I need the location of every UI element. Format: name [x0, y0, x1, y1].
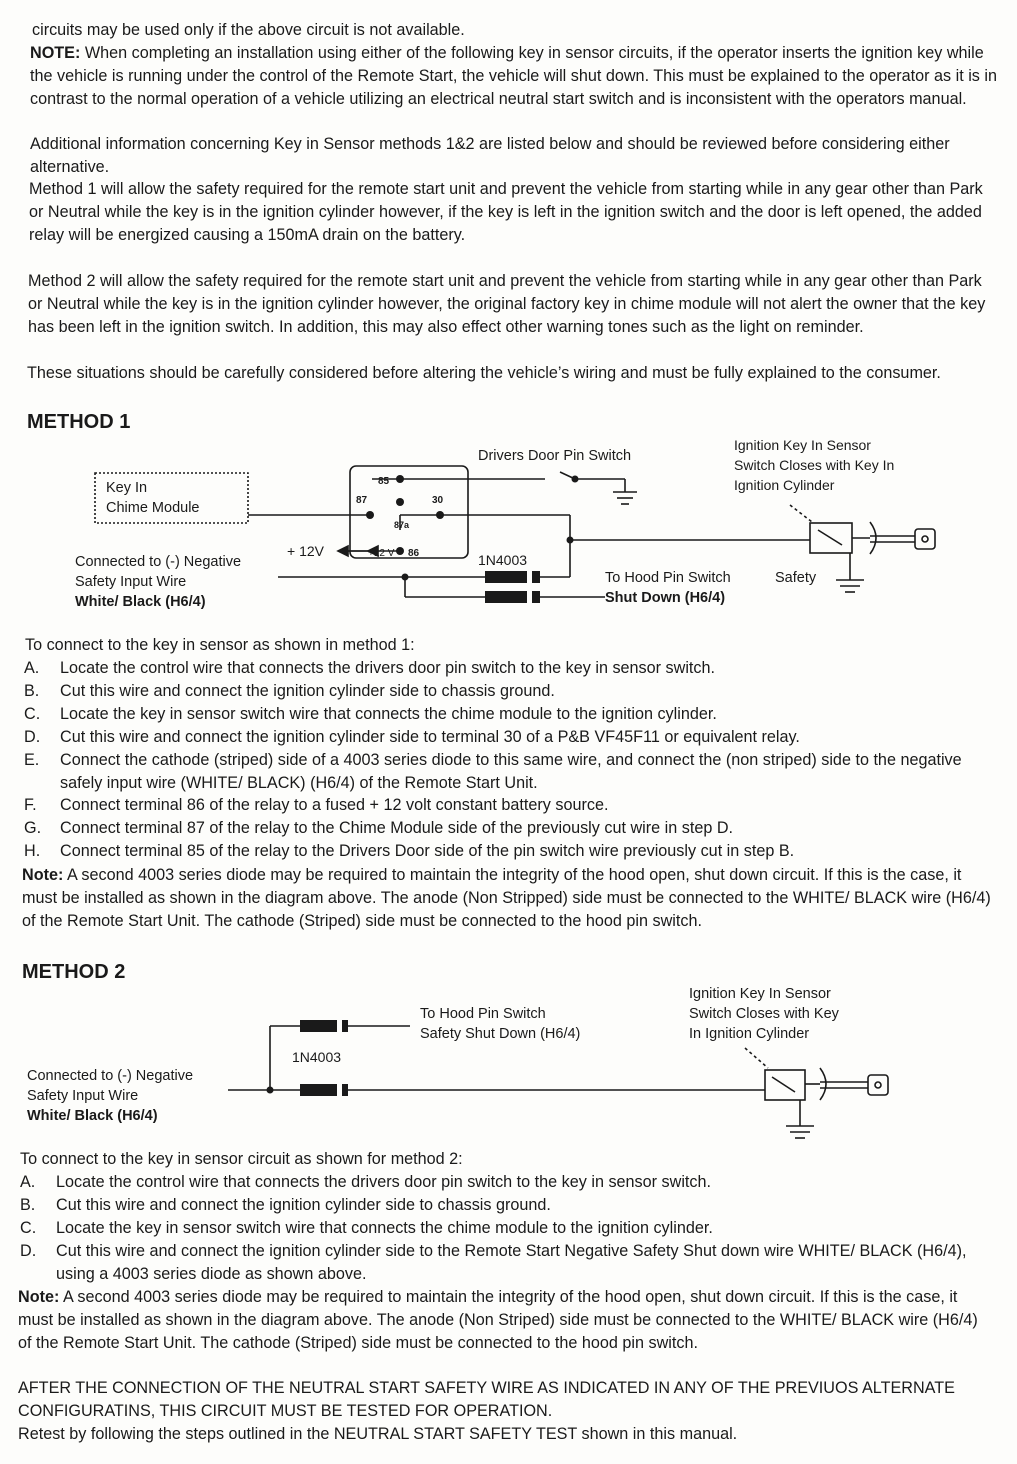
step-item	[20, 1171, 992, 1194]
m2-neg-label-2: Safety Input Wire	[27, 1088, 139, 1104]
step-item	[24, 726, 996, 749]
relay-pin-87: 87	[356, 495, 368, 506]
step-text: Cut this wire and connect the ignition cylinder side to terminal 30 of a P&B VF45F11 or equivalent relay.	[60, 727, 800, 746]
method2-steps	[20, 1171, 992, 1286]
hood-label-2: Shut Down (H6/4)	[605, 590, 726, 606]
method2-heading: METHOD 2	[22, 961, 126, 983]
method1-intro: To connect to the key in sensor as shown in method 1:	[25, 636, 415, 654]
m2-hood-label-2: Safety Shut Down (H6/4)	[420, 1026, 581, 1042]
plus-12v-outer: + 12V	[287, 543, 324, 559]
method2-note	[18, 1286, 993, 1355]
note-paragraph	[30, 42, 1002, 111]
step-text: Connect terminal 86 of the relay to a fused + 12 volt constant battery source.	[60, 796, 609, 815]
note-label: NOTE:	[30, 44, 81, 62]
method1-heading: METHOD 1	[27, 411, 131, 433]
step-text: Connect terminal 87 of the relay to the Chime Module side of the previously cut wire in step D.	[60, 819, 734, 838]
step-item	[24, 794, 996, 817]
step-letter: B.	[20, 1195, 36, 1214]
hood-label-1: To Hood Pin Switch	[605, 570, 731, 586]
continued-line: circuits may be used only if the above circuit is not available.	[32, 21, 465, 39]
chime-label-1: Key In	[106, 480, 148, 496]
step-text: Locate the key in sensor switch wire that connects the chime module to the ignition cylinder.	[56, 1218, 713, 1237]
step-letter: A.	[20, 1173, 36, 1191]
step-item	[24, 703, 996, 726]
m2-neg-label-3: White/ Black (H6/4)	[27, 1108, 158, 1124]
step-text: Cut this wire and connect the ignition cylinder side to chassis ground.	[60, 681, 555, 700]
note-text: When completing an installation using either of the following key in sensor circuits, if the operator inserts the ignition key while the vehicle is running under the control of the Remote Start, the vehicle will shut down. This must be explained to the operator as it is in contrast to the normal operation of a vehicle utilizing an electrical neutral start switch and is inconsistent with the operators manual.	[30, 44, 997, 108]
ign-sensor-label-1: Ignition Key In Sensor	[734, 437, 871, 453]
closing-caps: AFTER THE CONNECTION OF THE NEUTRAL START SAFETY WIRE AS INDICATED IN ANY OF THE PREVIUOS ALTERNATE CONFIGURATINS, THIS CIRCUIT MUST BE TESTED FOR OPERATION.	[18, 1379, 955, 1420]
door-switch-label: Drivers Door Pin Switch	[478, 448, 632, 464]
method2-intro: To connect to the key in sensor circuit as shown for method 2:	[20, 1150, 463, 1168]
m2-ign-label-2: Switch Closes with Key	[689, 1006, 839, 1022]
step-item	[20, 1194, 992, 1217]
method2-note-label: Note:	[18, 1288, 60, 1306]
neg-label-2: Safety Input Wire	[75, 574, 187, 590]
step-text: Cut this wire and connect the ignition cylinder side to chassis ground.	[56, 1195, 551, 1214]
m2-neg-label-1: Connected to (-) Negative	[27, 1068, 194, 1084]
method2-note-text: A second 4003 series diode may be required to maintain the integrity of the hood open, shut down circuit. If this is the case, it must be installed as shown in the diagram above. The anode (Non Striped) side must be connected to the WHITE/ BLACK wire (H6/4) of the Remote Start Unit. The cathode (Striped) side must be connected to the hood pin switch.	[18, 1288, 978, 1352]
m2-ign-label-1: Ignition Key In Sensor	[689, 986, 831, 1002]
relay-pin-85: 85	[378, 476, 390, 487]
ign-sensor-label-3: Ignition Cylinder	[734, 477, 835, 493]
step-item	[24, 680, 996, 703]
step-text: Locate the control wire that connects the drivers door pin switch to the key in sensor switch.	[60, 659, 716, 677]
method1-note-text: A second 4003 series diode may be required to maintain the integrity of the hood open, shut down circuit. If this is the case, it must be installed as shown in the diagram above. The anode (Non Stripped) side must be connected to the WHITE/ BLACK wire (H6/4) of the Remote Start Unit. The cathode (Striped) side must be connected to the hood pin switch.	[22, 866, 991, 930]
step-text: Connect the cathode (striped) side of a 4003 series diode to this same wire, and connect the (non striped) side to the negative safely input wire (WHITE/ BLACK) (H6/4) of the Remote Start Unit.	[60, 750, 962, 792]
chime-label-2: Chime Module	[106, 500, 200, 516]
method1-steps	[24, 657, 996, 863]
method1-description: Method 1 will allow the safety required for the remote start unit and prevent the vehicle from starting while in any gear other than Park or Neutral while the key is in the ignition cylinder however, if the key is left in the ignition switch and the door is left opened, the added relay will be energized causing a 150mA drain on the battery.	[29, 180, 983, 244]
step-letter: B.	[24, 681, 40, 700]
method1-note	[22, 864, 994, 933]
step-letter: D.	[24, 727, 41, 746]
relay-pin-30: 30	[432, 495, 444, 506]
neg-label-3: White/ Black (H6/4)	[75, 594, 206, 610]
step-letter: G.	[24, 819, 42, 838]
neg-label-1: Connected to (-) Negative	[75, 554, 242, 570]
closing-retest: Retest by following the steps outlined in the NEUTRAL START SAFETY TEST shown in this manual.	[18, 1425, 738, 1443]
m2-ign-label-3: In Ignition Cylinder	[689, 1026, 810, 1042]
step-item	[24, 817, 996, 840]
step-text: Locate the key in sensor switch wire that connects the chime module to the ignition cylinder.	[60, 704, 717, 723]
step-item	[24, 749, 996, 795]
step-letter: H.	[24, 842, 41, 861]
step-text: Connect terminal 85 of the relay to the Drivers Door side of the pin switch wire previously cut in step B.	[60, 842, 795, 861]
relay-pin-86: 86	[408, 548, 420, 559]
method1-note-label: Note:	[22, 866, 64, 884]
step-text: Cut this wire and connect the ignition cylinder side to the Remote Start Negative Safety Shut down wire WHITE/ BLACK (H6/4), using a 4003 series diode as shown above.	[56, 1241, 967, 1283]
step-letter: A.	[24, 659, 40, 677]
relay-pin-87a: 87a	[394, 520, 410, 530]
ign-sensor-label-2: Switch Closes with Key In	[734, 457, 895, 473]
step-item	[24, 840, 996, 863]
method2-wiring-diagram	[0, 978, 1017, 1148]
step-item	[20, 1217, 992, 1240]
m2-hood-label-1: To Hood Pin Switch	[420, 1006, 546, 1022]
situations-paragraph: These situations should be carefully considered before altering the vehicle’s wiring and must be fully explained to the consumer.	[27, 364, 941, 382]
step-letter: C.	[24, 704, 41, 723]
method1-wiring-diagram	[0, 430, 1017, 620]
step-text: Locate the control wire that connects the drivers door pin switch to the key in sensor switch.	[56, 1173, 712, 1191]
m2-diode-label: 1N4003	[292, 1049, 342, 1065]
additional-info: Additional information concerning Key in Sensor methods 1&2 are listed below and should be reviewed before considering either alternative.	[30, 135, 950, 176]
safety-label: Safety	[775, 570, 817, 586]
step-letter: F.	[24, 796, 37, 815]
step-letter: D.	[20, 1241, 37, 1260]
step-letter: C.	[20, 1218, 37, 1237]
method2-description: Method 2 will allow the safety required for the remote start unit and prevent the vehicle from starting while in any gear other than Park or Neutral while the key is in the ignition cylinder however, the original factory key in chime module will not alert the owner that the key has been left in the ignition switch. In addition, this may also effect other warning tones such as the light on reminder.	[28, 272, 986, 336]
plus-12v-inner: +12 V	[368, 548, 395, 559]
diode-label: 1N4003	[478, 552, 528, 568]
step-item	[20, 1240, 992, 1286]
step-letter: E.	[24, 750, 40, 769]
step-item	[24, 657, 996, 680]
